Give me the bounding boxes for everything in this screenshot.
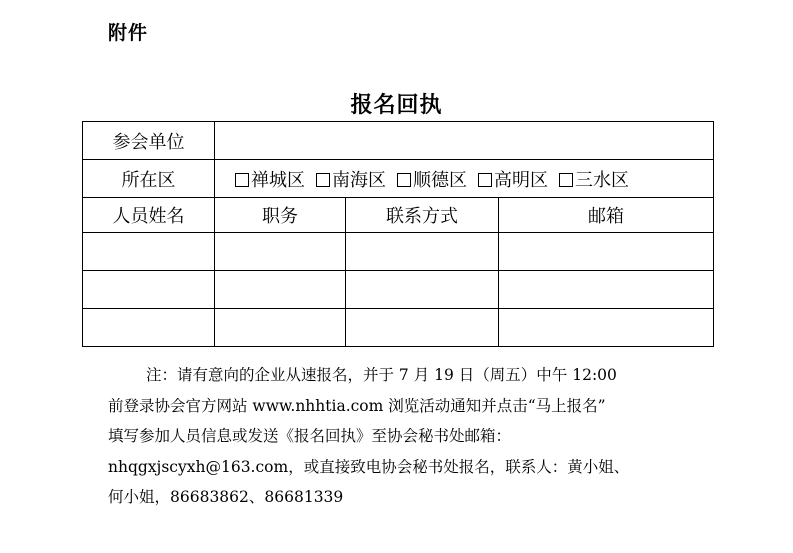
- column-header-position: 职务: [215, 198, 346, 233]
- table-row: [83, 309, 714, 347]
- checkbox-icon[interactable]: [235, 173, 249, 187]
- district-options: [215, 160, 714, 198]
- position-cell[interactable]: [215, 309, 346, 347]
- checkbox-icon[interactable]: [397, 173, 411, 187]
- district-option-gaoming[interactable]: [478, 166, 548, 192]
- district-option-label: 高明区: [494, 169, 548, 191]
- position-cell[interactable]: [215, 233, 346, 271]
- unit-input-cell[interactable]: [215, 122, 714, 160]
- position-cell[interactable]: [215, 271, 346, 309]
- column-header-row: [83, 198, 714, 233]
- district-option-shunde[interactable]: [397, 166, 467, 192]
- unit-row: [83, 122, 714, 160]
- column-header-name: 人员姓名: [83, 198, 215, 233]
- email-cell[interactable]: [499, 271, 714, 309]
- contact-cell[interactable]: [346, 233, 499, 271]
- checkbox-icon[interactable]: [559, 173, 573, 187]
- district-option-label: 禅城区: [251, 169, 305, 191]
- email-cell[interactable]: [499, 309, 714, 347]
- table-row: [83, 233, 714, 271]
- form-title: 报名回执: [350, 93, 443, 118]
- name-cell[interactable]: [83, 233, 215, 271]
- table-row: [83, 271, 714, 309]
- district-option-label: 南海区: [332, 169, 386, 191]
- district-option-sanshui[interactable]: [559, 166, 629, 192]
- contact-cell[interactable]: [346, 271, 499, 309]
- checkbox-icon[interactable]: [478, 173, 492, 187]
- name-cell[interactable]: [83, 309, 215, 347]
- column-header-contact: 联系方式: [346, 198, 499, 233]
- note-line: 何小姐，86683862、86681339: [108, 488, 344, 506]
- district-option-chancheng[interactable]: [235, 166, 305, 192]
- registration-note: [108, 360, 708, 513]
- note-line: 前登录协会官方网站 www.nhhtia.com 浏览活动通知并点击“马上报名”: [108, 396, 606, 415]
- contact-cell[interactable]: [346, 309, 499, 347]
- note-line: nhqgxjscyxh@163.com，或直接致电协会秘书处报名，联系人：黄小姐、: [108, 457, 630, 476]
- attachment-label: 附件: [108, 22, 149, 44]
- district-option-label: 顺德区: [413, 169, 467, 191]
- column-header-email: 邮箱: [499, 198, 714, 233]
- registration-form-table: [82, 121, 714, 347]
- unit-label: 参会单位: [83, 122, 215, 160]
- note-line: 注：请有意向的企业从速报名，并于 7 月 19 日（周五）中午 12:00: [146, 366, 617, 384]
- note-line: 填写参加人员信息或发送《报名回执》至协会秘书处邮箱：: [108, 427, 512, 445]
- district-row: [83, 160, 714, 198]
- district-option-nanhai[interactable]: [316, 166, 386, 192]
- email-cell[interactable]: [499, 233, 714, 271]
- name-cell[interactable]: [83, 271, 215, 309]
- district-label: 所在区: [83, 160, 215, 198]
- district-option-label: 三水区: [575, 169, 629, 191]
- checkbox-icon[interactable]: [316, 173, 330, 187]
